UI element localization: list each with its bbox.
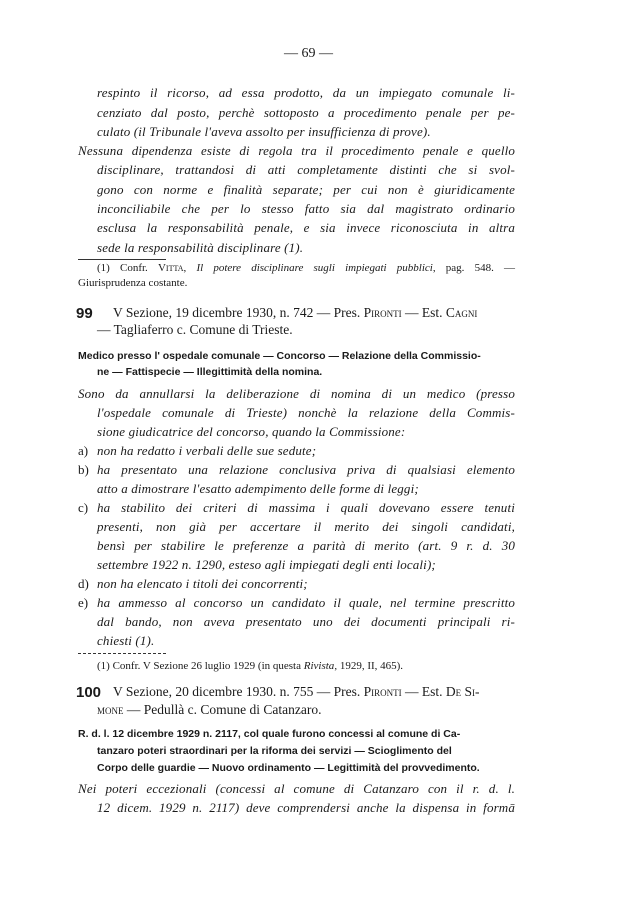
case-estensore: De Si- <box>445 684 480 699</box>
case-header-text: — Est. <box>401 684 446 699</box>
footnote-text: , pag. 548. — <box>432 262 515 274</box>
list-label: b) <box>78 462 89 477</box>
case-header-text: V Sezione, 20 dicembre 1930. n. 755 — Pres. <box>113 684 364 699</box>
case-number: 99 <box>76 305 93 322</box>
footnote-text: , <box>183 262 197 274</box>
footnote-line: Giurisprudenza costante. <box>78 277 188 289</box>
case-header-text: — Est. <box>401 305 446 320</box>
case-heading-line: Corpo delle guardie — Nuovo ordinamento — Legittimità del provvedimento. <box>97 762 480 774</box>
paragraph-line: respinto il ricorso, ad essa prodotto, da un impiegato comunale li- <box>97 85 515 100</box>
list-item-line: bensì per stabilire le preferenze a parità di merito (art. 9 r. d. 30 <box>97 538 515 553</box>
page-number: — 69 — <box>284 46 333 61</box>
paragraph-line: disciplinare, trattandosi di atti completamente distinti che si svol- <box>97 162 515 177</box>
footnote-author: Vitta <box>157 262 184 274</box>
list-item-line: ha stabilito dei criteri di massima i quali dovevano essere tenuti <box>97 500 515 515</box>
footnote-rule <box>78 653 166 654</box>
footnote-text: (1) Confr. <box>97 262 158 274</box>
footnote-journal: Rivista <box>303 660 335 672</box>
case-estensore: Cagni <box>445 305 478 320</box>
paragraph-line: Sono da annullarsi la deliberazione di nomina di un medico (presso <box>78 386 515 401</box>
list-item-line: non ha redatto i verbali delle sue sedute; <box>97 443 317 458</box>
list-label: e) <box>78 595 89 610</box>
paragraph-line: cenziato dal posto, perchè sottoposto a procedimento penale per pe- <box>97 105 515 120</box>
case-number: 100 <box>76 684 102 701</box>
footnote <box>97 262 515 274</box>
case-header <box>113 305 477 321</box>
case-heading-line: Medico presso l' ospedale comunale — Concorso — Relazione della Commissio- <box>78 350 481 362</box>
list-label: d) <box>78 576 89 591</box>
case-header-line <box>97 702 321 718</box>
paragraph-line: sione giudicatrice del concorso, quando la Commissione: <box>97 424 406 439</box>
list-item-line: settembre 1922 n. 1290, esteso agli impiegati degli enti locali); <box>97 557 436 572</box>
paragraph-line: culato (il Tribunale l'aveva assolto per insufficienza di prove). <box>97 124 431 139</box>
case-header-line: — Tagliaferro c. Comune di Trieste. <box>97 322 293 337</box>
paragraph-line: Nei poteri eccezionali (concessi al comune di Catanzaro con il r. d. l. <box>78 781 515 796</box>
paragraph-line: 12 dicem. 1929 n. 2117) deve comprendersi anche la dispensa in formā <box>97 800 515 815</box>
list-item-line: chiesti (1). <box>97 633 155 648</box>
list-item-line: dal bando, non aveva presentato uno dei documenti principali ri- <box>97 614 515 629</box>
paragraph-line: sede la responsabilità disciplinare (1). <box>97 240 304 255</box>
list-label: a) <box>78 443 89 458</box>
case-estensore: mone <box>97 702 124 717</box>
case-header-text: — Pedullà c. Comune di Catanzaro. <box>123 702 322 717</box>
case-president: Pironti <box>363 305 402 320</box>
list-item-line: ha ammesso al concorso un candidato il quale, nel termine prescritto <box>97 595 515 610</box>
paragraph-line: l'ospedale comunale di Trieste) nonchè la relazione della Commis- <box>97 405 515 420</box>
paragraph-line: esclusa la responsabilità penale, e sia invece riconosciuta in altra <box>97 220 515 235</box>
footnote-text: , 1929, II, 465). <box>334 660 404 672</box>
footnote-rule <box>78 259 166 260</box>
list-item-line: presenti, non già per accertare il merito dei singoli candidati, <box>97 519 515 534</box>
paragraph-line: Nessuna dipendenza esiste di regola tra il procedimento penale e quello <box>78 143 515 158</box>
case-header-text: V Sezione, 19 dicembre 1930, n. 742 — Pres. <box>113 305 364 320</box>
list-item-line: atto a dimostrare l'esatto adempimento delle forme di leggi; <box>97 481 419 496</box>
list-item-line: ha presentato una relazione conclusiva priva di qualsiasi elemento <box>97 462 515 477</box>
footnote-text: (1) Confr. V Sezione 26 luglio 1929 (in questa <box>97 660 304 672</box>
case-heading-line: R. d. l. 12 dicembre 1929 n. 2117, col quale furono concessi al comune di Ca- <box>78 728 461 740</box>
list-item-line: non ha elencato i titoli dei concorrenti; <box>97 576 308 591</box>
case-president: Pironti <box>363 684 402 699</box>
footnote-title: Il potere disciplinare sugli impiegati pubblici <box>196 262 433 274</box>
case-heading-line: tanzaro poteri straordinari per la riforma dei servizi — Scioglimento del <box>97 745 452 757</box>
paragraph-line: inconciliabile che per lo stesso fatto sia dal magistrato ordinario <box>97 201 515 216</box>
case-header <box>113 684 480 700</box>
case-heading-line: ne — Fattispecie — Illegittimità della nomina. <box>97 366 323 378</box>
list-label: c) <box>78 500 89 515</box>
paragraph-line: gono con norme e finalità separate; per cui non è giuridicamente <box>97 182 515 197</box>
footnote <box>97 660 403 672</box>
